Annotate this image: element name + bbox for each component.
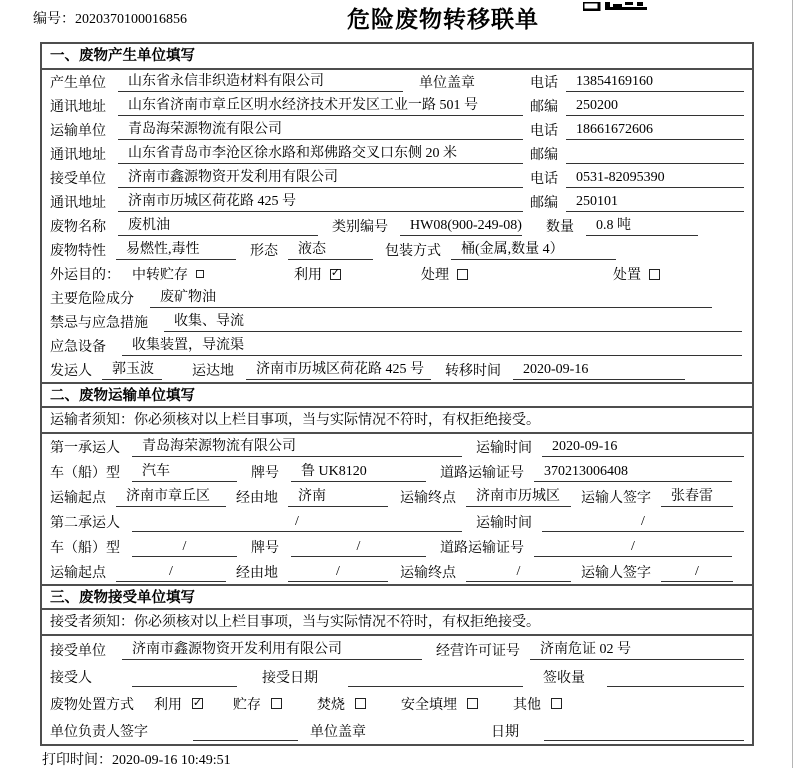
checkbox-disposal-other — [551, 698, 562, 709]
serial-number-value: 2020370100016856 — [75, 12, 187, 27]
page-edge-divider — [792, 0, 793, 768]
emergency-equipment-value: 收集装置，导流渠 — [122, 336, 742, 356]
second-carrier-label: 第二承运人 — [50, 515, 120, 531]
transfer-time-label: 转移时间 — [445, 364, 501, 379]
responsible-signature-label: 单位负责人签字 — [50, 724, 148, 740]
emergency-measures-value: 收集、导流 — [164, 312, 742, 332]
carrier-signature-value-2: / — [661, 562, 733, 582]
producer-unit-value: 山东省永信非织造材料有限公司 — [118, 72, 403, 92]
transport-unit-row — [42, 118, 752, 142]
checkbox-transit-storage — [196, 270, 204, 278]
option-dispose-label: 处置 — [613, 268, 641, 283]
transport-address-label: 通讯地址 — [50, 148, 106, 163]
emergency-equipment-row — [42, 334, 752, 358]
first-carrier-value: 青岛海荣源物流有限公司 — [132, 437, 462, 457]
first-carrier-row — [42, 434, 752, 459]
vehicle-type-label-2: 车（船）型 — [50, 540, 120, 556]
section-3-header: 三、废物接受单位填写 — [42, 584, 752, 610]
operation-license-label: 经营许可证号 — [436, 643, 520, 659]
road-transport-cert-label-1: 道路运输证号 — [440, 465, 524, 481]
carrier-signature-label-2: 运输人签字 — [581, 565, 651, 581]
section-2-header: 二、废物运输单位填写 — [42, 382, 752, 408]
emergency-measures-label: 禁忌与应急措施 — [50, 316, 148, 331]
option-treat-label: 处理 — [421, 268, 449, 283]
second-carrier-value: / — [132, 512, 462, 532]
route-start-value-1: 济南市章丘区 — [116, 487, 226, 507]
quantity-value: 0.8 吨 — [586, 216, 698, 236]
transport-address-row — [42, 142, 752, 166]
route-end-value-2: / — [466, 562, 571, 582]
sign-date-label: 日期 — [491, 724, 519, 740]
vehicle-type-row-2 — [42, 534, 752, 559]
checkbox-utilize — [330, 269, 341, 280]
option-utilize-label: 利用 — [294, 268, 322, 283]
transport-time-value-2: / — [542, 512, 744, 532]
responsible-signature-row — [42, 717, 752, 744]
route-end-label-1: 运输终点 — [400, 490, 456, 506]
transport-time-label-1: 运输时间 — [476, 440, 532, 456]
disposal-method-label: 废物处置方式 — [50, 697, 134, 713]
destination-label: 运达地 — [192, 364, 234, 379]
carrier-signature-label-1: 运输人签字 — [581, 490, 651, 506]
route-end-value-1: 济南市历城区 — [466, 487, 571, 507]
vehicle-type-value-2: / — [132, 537, 237, 557]
waste-character-value: 易燃性,毒性 — [116, 240, 236, 260]
dispatcher-value: 郭玉波 — [102, 360, 162, 380]
checkbox-disposal-utilize — [192, 698, 203, 709]
road-transport-cert-value-2: / — [534, 537, 732, 557]
dispatcher-row — [42, 358, 752, 382]
route-end-label-2: 运输终点 — [400, 565, 456, 581]
transport-time-value-1: 2020-09-16 — [542, 437, 744, 457]
form-table — [40, 42, 754, 746]
section-1-header: 一、废物产生单位填写 — [42, 44, 752, 70]
producer-zip-label: 邮编 — [530, 100, 558, 115]
route-via-value-2: / — [288, 562, 388, 582]
accepting-unit-row — [42, 636, 752, 663]
checkbox-disposal-landfill — [467, 698, 478, 709]
qr-code-fragment-icon — [583, 0, 653, 9]
transport-phone-label: 电话 — [530, 124, 558, 139]
receiver-phone-value: 0531-82095390 — [566, 168, 744, 188]
transport-unit-value: 青岛海荣源物流有限公司 — [118, 120, 523, 140]
accepting-unit-value: 济南市鑫源物资开发利用有限公司 — [122, 640, 422, 660]
packaging-label: 包装方式 — [385, 244, 441, 259]
form-state-label: 形态 — [250, 244, 278, 259]
serial-number-label: 编号： — [33, 12, 75, 27]
emergency-measures-row — [42, 310, 752, 334]
waste-character-row — [42, 238, 752, 262]
option-utilize-label-2: 利用 — [154, 697, 182, 713]
acceptor-row — [42, 663, 752, 690]
producer-address-label: 通讯地址 — [50, 100, 106, 115]
transport-address-value: 山东省青岛市李沧区徐水路和郑佛路交叉口东侧 20 米 — [118, 144, 523, 164]
option-other-label: 其他 — [513, 697, 541, 713]
receiver-notice: 接受者须知：你必须核对以上栏目事项，当与实际情况不符时，有权拒绝接受。 — [42, 610, 752, 636]
responsible-signature-value — [193, 721, 298, 741]
producer-phone-value: 13854169160 — [566, 72, 744, 92]
plate-number-value-2: / — [291, 537, 426, 557]
producer-address-row — [42, 94, 752, 118]
signed-quantity-label: 签收量 — [543, 670, 585, 686]
road-transport-cert-label-2: 道路运输证号 — [440, 540, 524, 556]
checkbox-treat — [457, 269, 468, 280]
hazard-component-row — [42, 286, 752, 310]
receiver-address-label: 通讯地址 — [50, 196, 106, 211]
destination-value: 济南市历城区荷花路 425 号 — [246, 360, 431, 380]
plate-number-value-1: 鲁 UK8120 — [291, 462, 426, 482]
hazard-component-label: 主要危险成分 — [50, 292, 134, 307]
receiver-unit-value: 济南市鑫源物资开发利用有限公司 — [118, 168, 523, 188]
producer-unit-label: 产生单位 — [50, 76, 106, 91]
dispatcher-label: 发运人 — [50, 364, 92, 379]
category-code-label: 类别编号 — [332, 220, 388, 235]
route-start-label-2: 运输起点 — [50, 565, 106, 581]
receiver-address-value: 济南市历城区荷花路 425 号 — [118, 192, 523, 212]
transfer-time-value: 2020-09-16 — [513, 360, 685, 380]
producer-unit-row — [42, 70, 752, 94]
signed-quantity-value — [607, 667, 744, 687]
receiver-phone-label: 电话 — [530, 172, 558, 187]
option-landfill-label: 安全填埋 — [401, 697, 457, 713]
hazard-component-value: 废矿物油 — [150, 288, 712, 308]
transport-phone-value: 18661672606 — [566, 120, 744, 140]
producer-phone-label: 电话 — [530, 76, 558, 91]
transfer-purpose-label: 外运目的： — [50, 268, 120, 283]
disposal-method-row — [42, 690, 752, 717]
option-transit-storage-label: 中转贮存 — [132, 268, 188, 283]
plate-number-label-1: 牌号 — [251, 465, 279, 481]
checkbox-disposal-storage — [271, 698, 282, 709]
receiver-address-row — [42, 190, 752, 214]
transport-zip-label: 邮编 — [530, 148, 558, 163]
accept-date-value — [348, 667, 523, 687]
route-row-2 — [42, 559, 752, 584]
route-via-value-1: 济南 — [288, 487, 388, 507]
waste-name-label: 废物名称 — [50, 220, 106, 235]
first-carrier-label: 第一承运人 — [50, 440, 120, 456]
vehicle-type-value-1: 汽车 — [132, 462, 237, 482]
sign-date-value — [544, 721, 744, 741]
waste-name-value: 废机油 — [118, 216, 318, 236]
transfer-purpose-row — [42, 262, 752, 286]
route-via-label-2: 经由地 — [236, 565, 278, 581]
vehicle-type-row-1 — [42, 459, 752, 484]
plate-number-label-2: 牌号 — [251, 540, 279, 556]
print-timestamp-value: 2020-09-16 10:49:51 — [112, 753, 231, 768]
packaging-value: 桶(金属,数量 4） — [451, 240, 616, 260]
category-code-value: HW08(900-249-08) — [400, 216, 522, 236]
print-timestamp-label: 打印时间： — [42, 753, 112, 768]
transport-zip-value — [566, 144, 744, 164]
producer-zip-value: 250200 — [566, 96, 744, 116]
print-timestamp — [42, 749, 231, 768]
checkbox-disposal-incineration — [355, 698, 366, 709]
receiver-unit-label: 接受单位 — [50, 172, 106, 187]
transport-time-label-2: 运输时间 — [476, 515, 532, 531]
checkbox-dispose — [649, 269, 660, 280]
route-row-1 — [42, 484, 752, 509]
form-state-value: 液态 — [288, 240, 373, 260]
vehicle-type-label-1: 车（船）型 — [50, 465, 120, 481]
road-transport-cert-value-1: 370213006408 — [534, 462, 732, 482]
carrier-signature-value-1: 张春雷 — [661, 487, 733, 507]
accepting-unit-label: 接受单位 — [50, 643, 106, 659]
transporter-notice: 运输者须知：你必须核对以上栏目事项，当与实际情况不符时，有权拒绝接受。 — [42, 408, 752, 434]
operation-license-value: 济南危证 02 号 — [530, 640, 744, 660]
unit-seal-label: 单位盖章 — [419, 76, 475, 91]
waste-character-label: 废物特性 — [50, 244, 106, 259]
acceptor-value — [132, 667, 237, 687]
second-carrier-row — [42, 509, 752, 534]
acceptor-label: 接受人 — [50, 670, 92, 686]
quantity-label: 数量 — [546, 220, 574, 235]
producer-address-value: 山东省济南市章丘区明水经济技术开发区工业一路 501 号 — [118, 96, 523, 116]
receiver-unit-row — [42, 166, 752, 190]
transport-unit-label: 运输单位 — [50, 124, 106, 139]
option-incineration-label: 焚烧 — [317, 697, 345, 713]
route-via-label-1: 经由地 — [236, 490, 278, 506]
waste-name-row — [42, 214, 752, 238]
route-start-value-2: / — [116, 562, 226, 582]
option-storage-label: 贮存 — [233, 697, 261, 713]
route-start-label-1: 运输起点 — [50, 490, 106, 506]
unit-seal-label-2: 单位盖章 — [310, 724, 366, 740]
accept-date-label: 接受日期 — [262, 670, 318, 686]
emergency-equipment-label: 应急设备 — [50, 340, 106, 355]
receiver-zip-label: 邮编 — [530, 196, 558, 211]
receiver-zip-value: 250101 — [566, 192, 744, 212]
form-title: 危险废物转移联单 — [347, 6, 539, 32]
